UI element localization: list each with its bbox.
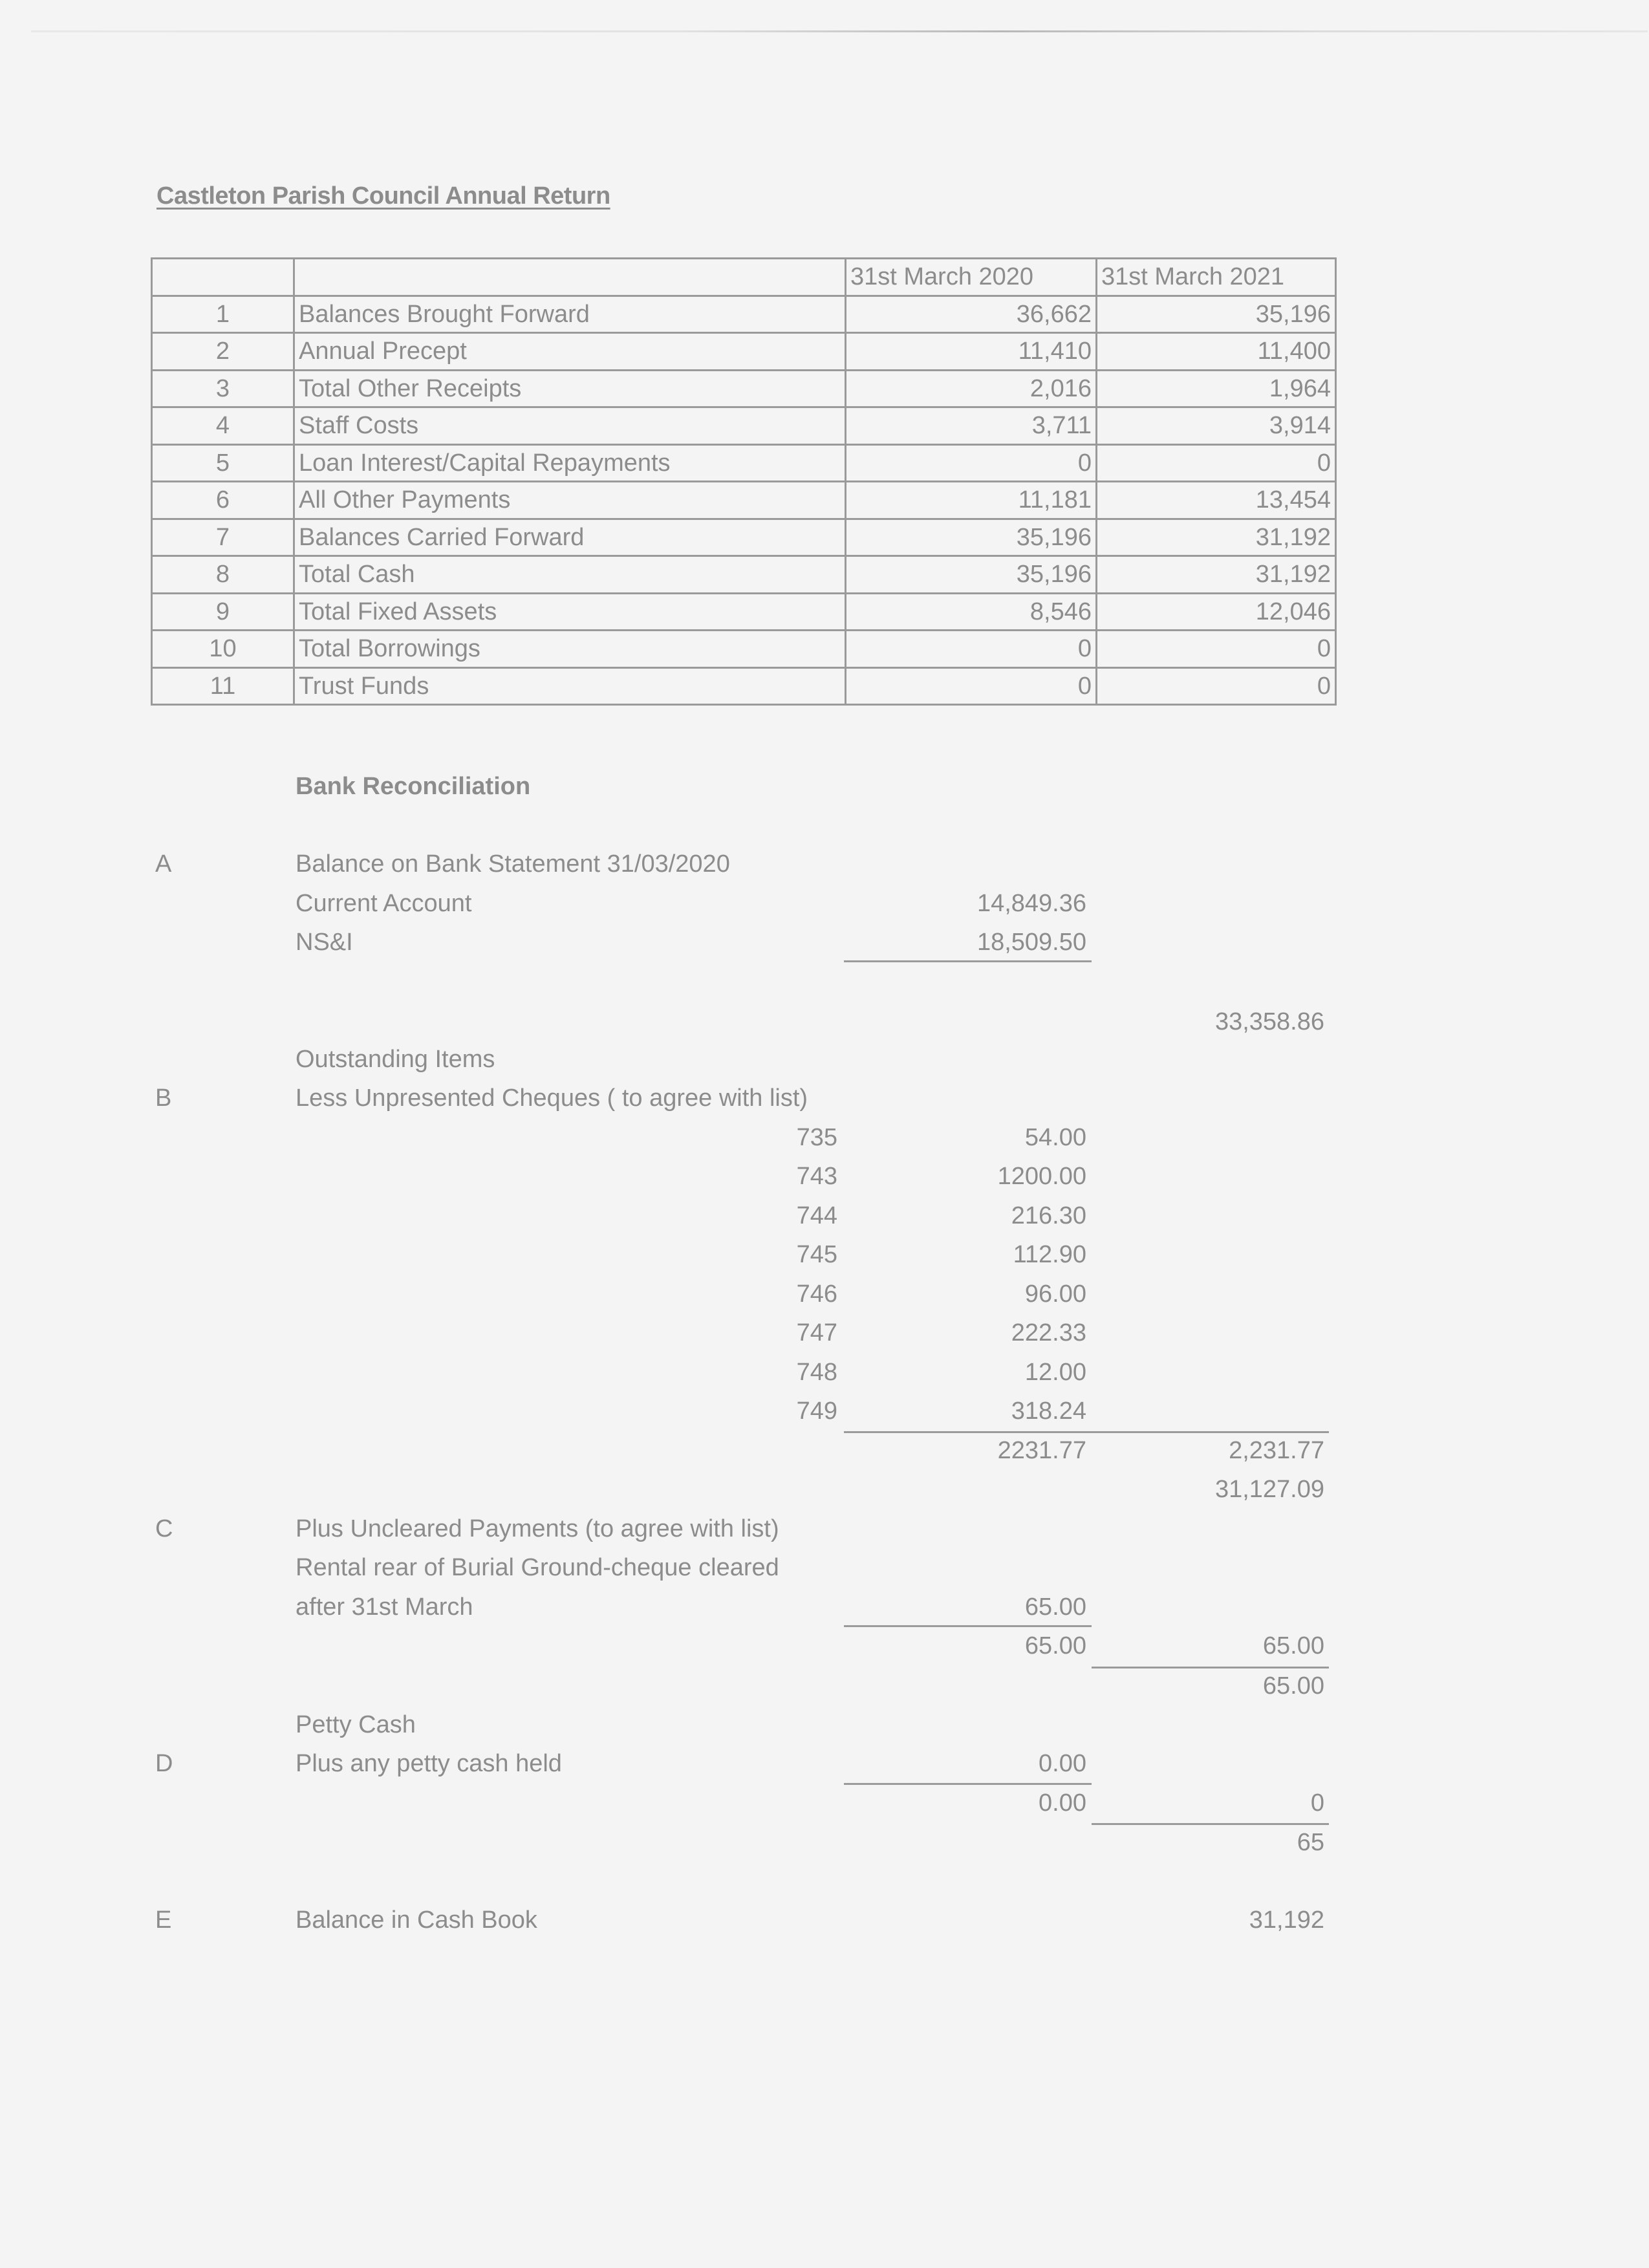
row-value-2021: 0 [1097,444,1336,482]
cheque-amount: 318.24 [1011,1398,1086,1425]
row-label: Trust Funds [294,667,846,705]
uncleared-total: 65.00 [1262,1632,1324,1659]
cheque-number: 745 [796,1241,837,1268]
uncleared-payment-description: Rental rear of Burial Ground-cheque cleared [296,1554,779,1581]
cheques-total: 2,231.77 [1229,1437,1324,1464]
current-account-value: 14,849.36 [976,890,1086,917]
nsi-value: 18,509.50 [976,929,1086,956]
section-letter-d: D [155,1750,173,1777]
table-header-row [152,259,1336,296]
cheque-amount: 112.90 [1013,1241,1086,1268]
cheque-number: 748 [796,1359,837,1386]
table-row [152,482,1336,519]
row-label: Staff Costs [294,407,846,445]
row-label: Total Cash [294,556,846,594]
outstanding-items-heading: Outstanding Items [296,1046,495,1073]
cheques-subtotal: 2231.77 [997,1437,1086,1464]
table-row [152,407,1336,445]
row-value-2020: 36,662 [846,296,1097,333]
row-value-2021: 12,046 [1097,593,1336,631]
subtotal-rule [844,1625,1092,1627]
cheque-number: 744 [796,1202,837,1229]
row-value-2020: 11,410 [846,333,1097,371]
annual-return-table [151,257,1337,706]
row-number: 7 [152,519,294,556]
table-row [152,333,1336,371]
row-value-2021: 31,192 [1097,519,1336,556]
row-value-2020: 2,016 [846,370,1097,407]
row-number: 8 [152,556,294,594]
row-label: Total Fixed Assets [294,593,846,631]
row-label: Balances Carried Forward [294,519,846,556]
subtotal-rule [844,1783,1092,1785]
row-number: 11 [152,667,294,705]
section-letter-c: C [155,1515,173,1542]
cheque-amount: 216.30 [1011,1202,1086,1229]
row-value-2021: 31,192 [1097,556,1336,594]
petty-cash-label: Plus any petty cash held [296,1750,562,1777]
cheque-number: 743 [796,1163,837,1190]
petty-cash-subtotal: 0.00 [1039,1789,1086,1817]
cheque-number: 749 [796,1398,837,1425]
row-label: Total Borrowings [294,631,846,668]
row-value-2020: 11,181 [846,482,1097,519]
row-value-2020: 35,196 [846,519,1097,556]
unpresented-cheques-label: Less Unpresented Cheques ( to agree with list) [296,1085,808,1112]
row-value-2020: 35,196 [846,556,1097,594]
uncleared-subtotal: 65.00 [1024,1632,1086,1659]
table-row [152,519,1336,556]
table-row [152,296,1336,333]
page-title: Castleton Parish Council Annual Return [156,182,610,210]
table-row [152,631,1336,668]
row-number: 5 [152,444,294,482]
cheque-amount: 222.33 [1011,1319,1086,1346]
uncleared-payment-amount: 65.00 [1024,1593,1086,1621]
row-value-2020: 0 [846,444,1097,482]
row-label: Loan Interest/Capital Repayments [294,444,846,482]
uncleared-payments-label: Plus Uncleared Payments (to agree with list) [296,1515,779,1542]
row-number: 2 [152,333,294,371]
cheque-amount: 96.00 [1024,1280,1086,1308]
row-value-2020: 0 [846,631,1097,668]
table-row [152,667,1336,705]
nsi-label: NS&I [296,929,353,956]
cheque-number: 735 [796,1124,837,1151]
row-number: 6 [152,482,294,519]
cheque-amount: 12.00 [1024,1359,1086,1386]
uncleared-payment-description-2: after 31st March [296,1593,473,1621]
section-letter-a: A [155,850,172,878]
subtotal-rule [844,960,1092,962]
total-rule [1092,1667,1329,1669]
header-cell-2021: 31st March 2021 [1097,259,1336,296]
row-value-2020: 8,546 [846,593,1097,631]
row-value-2020: 3,711 [846,407,1097,445]
row-number: 9 [152,593,294,631]
row-value-2021: 0 [1097,667,1336,705]
uncleared-total-after: 65.00 [1262,1672,1324,1700]
row-number: 4 [152,407,294,445]
cheque-number: 747 [796,1319,837,1346]
row-label: Annual Precept [294,333,846,371]
bank-statement-label: Balance on Bank Statement 31/03/2020 [296,850,730,878]
header-cell-2020: 31st March 2020 [846,259,1097,296]
table-row [152,444,1336,482]
row-value-2020: 0 [846,667,1097,705]
petty-cash-amount: 0.00 [1039,1750,1086,1777]
bank-reconciliation-heading: Bank Reconciliation [296,773,531,800]
row-number: 3 [152,370,294,407]
petty-cash-heading: Petty Cash [296,1711,416,1738]
cheque-number: 746 [796,1280,837,1308]
row-value-2021: 35,196 [1097,296,1336,333]
row-value-2021: 3,914 [1097,407,1336,445]
row-label: All Other Payments [294,482,846,519]
row-value-2021: 0 [1097,631,1336,668]
table-row [152,593,1336,631]
row-value-2021: 11,400 [1097,333,1336,371]
petty-cash-total-after: 65 [1297,1829,1324,1856]
cheque-amount: 54.00 [1024,1124,1086,1151]
cash-book-balance-label: Balance in Cash Book [296,1906,537,1934]
table-row [152,370,1336,407]
section-letter-e: E [155,1906,172,1934]
cheques-total-rule [844,1431,1329,1433]
row-number: 10 [152,631,294,668]
table-row [152,556,1336,594]
section-letter-b: B [155,1085,172,1112]
header-cell-number [152,259,294,296]
row-value-2021: 13,454 [1097,482,1336,519]
balance-after-cheques: 31,127.09 [1214,1476,1324,1503]
row-value-2021: 1,964 [1097,370,1336,407]
bank-statement-total: 33,358.86 [1214,1008,1324,1035]
row-label: Total Other Receipts [294,370,846,407]
cash-book-balance-value: 31,192 [1249,1906,1324,1934]
total-rule [1092,1823,1329,1825]
header-cell-label [294,259,846,296]
scan-edge-line [31,30,1648,32]
petty-cash-total: 0 [1310,1789,1324,1817]
row-number: 1 [152,296,294,333]
cheque-amount: 1200.00 [997,1163,1086,1190]
row-label: Balances Brought Forward [294,296,846,333]
current-account-label: Current Account [296,890,472,917]
